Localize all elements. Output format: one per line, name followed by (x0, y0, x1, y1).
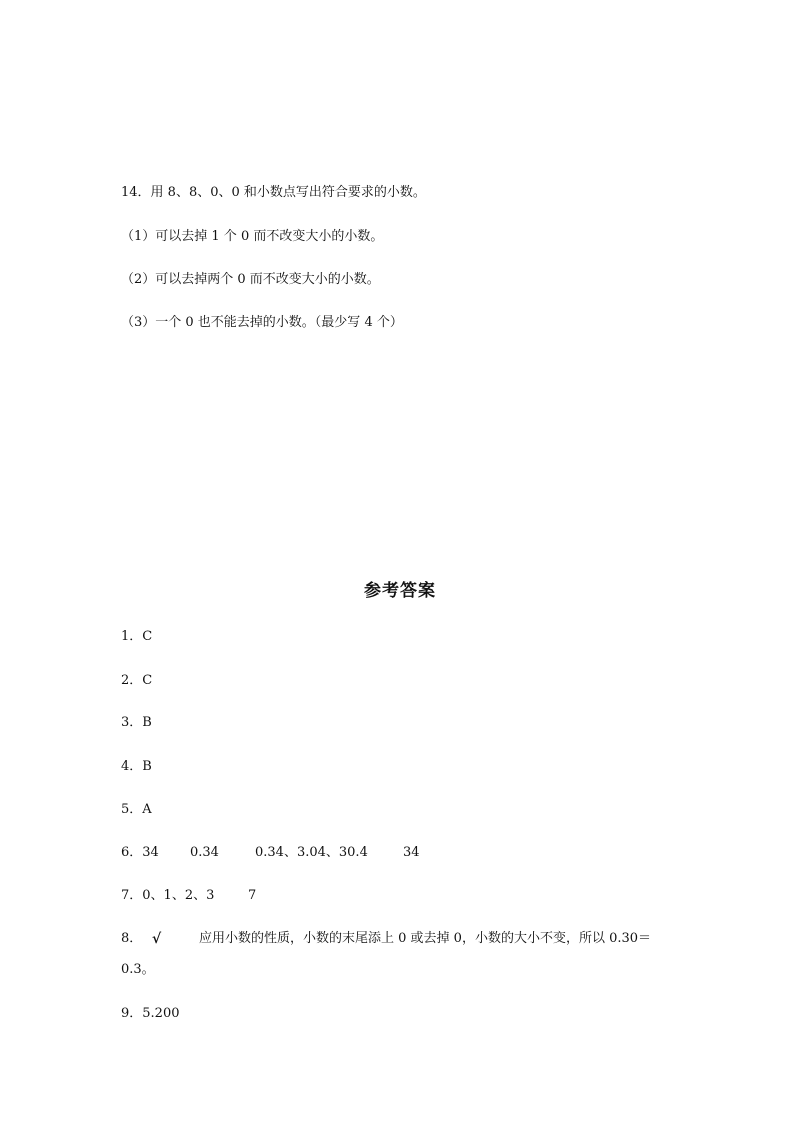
answer-6-part-2: 0.34 (190, 845, 219, 860)
answer-1: 1．C (121, 629, 153, 644)
answer-7 (121, 888, 721, 904)
question-14-part-2: （2）可以去掉两个 0 而不改变大小的小数。 (121, 272, 380, 287)
answer-key-title: 参考答案 (364, 581, 436, 601)
answer-6-part-4: 34 (403, 845, 420, 860)
answer-7-part-2: 7 (248, 888, 257, 903)
answer-8-continuation: 0.3。 (121, 962, 155, 977)
answer-8-number: 8． (121, 931, 143, 946)
answer-4: 4．B (121, 759, 152, 774)
answer-8 (121, 931, 741, 947)
answer-6-part-3: 0.34、3.04、30.4 (255, 845, 368, 860)
answer-6-part-1: 6．34 (121, 845, 159, 860)
question-14-part-1: （1）可以去掉 1 个 0 而不改变大小的小数。 (121, 229, 384, 244)
answer-7-part-1: 7．0、1、2、3 (121, 888, 215, 903)
answer-3: 3．B (121, 715, 152, 730)
answer-6 (121, 845, 721, 861)
checkmark-icon: √ (152, 931, 162, 947)
answer-9: 9．5.200 (121, 1006, 180, 1021)
answer-8-explanation: 应用小数的性质，小数的末尾添上 0 或去掉 0，小数的大小不变，所以 0.30＝ (199, 931, 652, 946)
question-14-stem: 14．用 8、8、0、0 和小数点写出符合要求的小数。 (121, 185, 426, 200)
answer-5: 5．A (121, 802, 152, 817)
question-14-part-3: （3）一个 0 也不能去掉的小数。（最少写 4 个） (121, 315, 403, 330)
answer-2: 2．C (121, 673, 153, 688)
